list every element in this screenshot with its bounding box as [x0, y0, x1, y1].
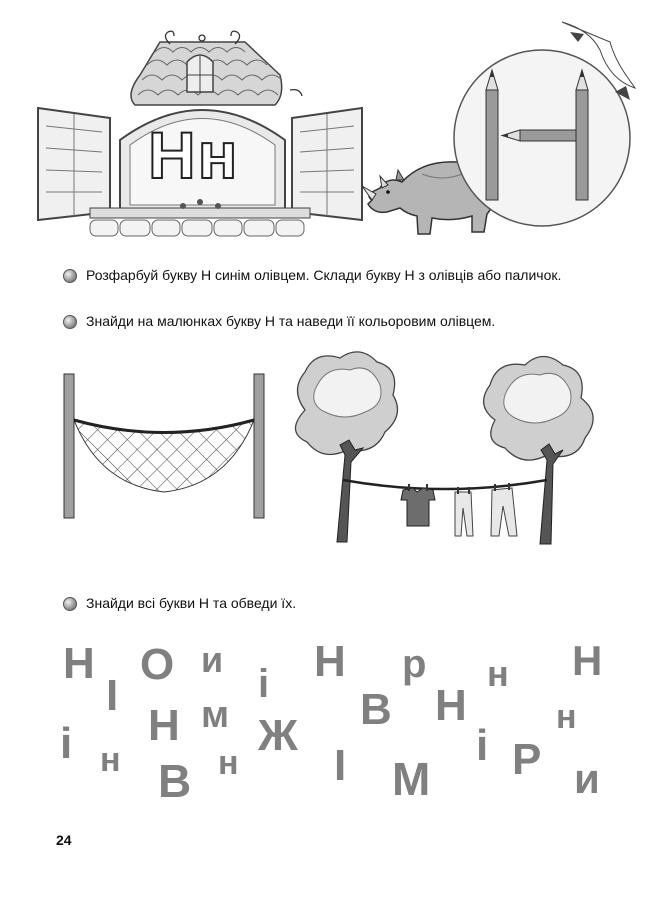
letter: н [218, 744, 239, 782]
page-number: 24 [56, 832, 72, 848]
letter: и [201, 639, 224, 680]
letter: М [392, 753, 431, 805]
letter: В [158, 755, 192, 807]
hammock-illustration [58, 370, 273, 522]
letter: и [574, 755, 600, 802]
letter: р [402, 642, 427, 686]
letter: О [140, 640, 175, 689]
letter: і [476, 721, 489, 770]
letter: Р [512, 735, 542, 784]
bullet-icon [63, 597, 77, 611]
letter: Н [148, 701, 180, 750]
house-letters: Нн [148, 118, 240, 192]
letter: Н [314, 637, 346, 686]
letter: н [487, 653, 509, 694]
letter: І [106, 671, 119, 720]
clothesline-illustration [285, 350, 605, 548]
letter: І [334, 741, 347, 790]
letter: Ж [258, 711, 298, 760]
letter: Н [435, 681, 467, 730]
letter: Н [572, 637, 603, 684]
bullet-icon [63, 315, 77, 329]
letter: м [201, 694, 230, 736]
letter: н [100, 741, 121, 779]
pencils-illustration [450, 20, 645, 235]
instruction-1: Розфарбуй букву Н синім олівцем. Склади букву Н з олівців або паличок. [86, 267, 562, 283]
letter: і [258, 662, 270, 706]
bullet-icon [63, 269, 77, 283]
letter: В [360, 685, 392, 734]
letter: Н [63, 639, 95, 688]
instruction-3: Знайди всі букви Н та обведи їх. [86, 595, 297, 611]
letter: і [60, 719, 73, 768]
instruction-2: Знайди на малюнках букву Н та наведи її кольоровим олівцем. [86, 313, 496, 329]
letter: н [556, 698, 577, 736]
